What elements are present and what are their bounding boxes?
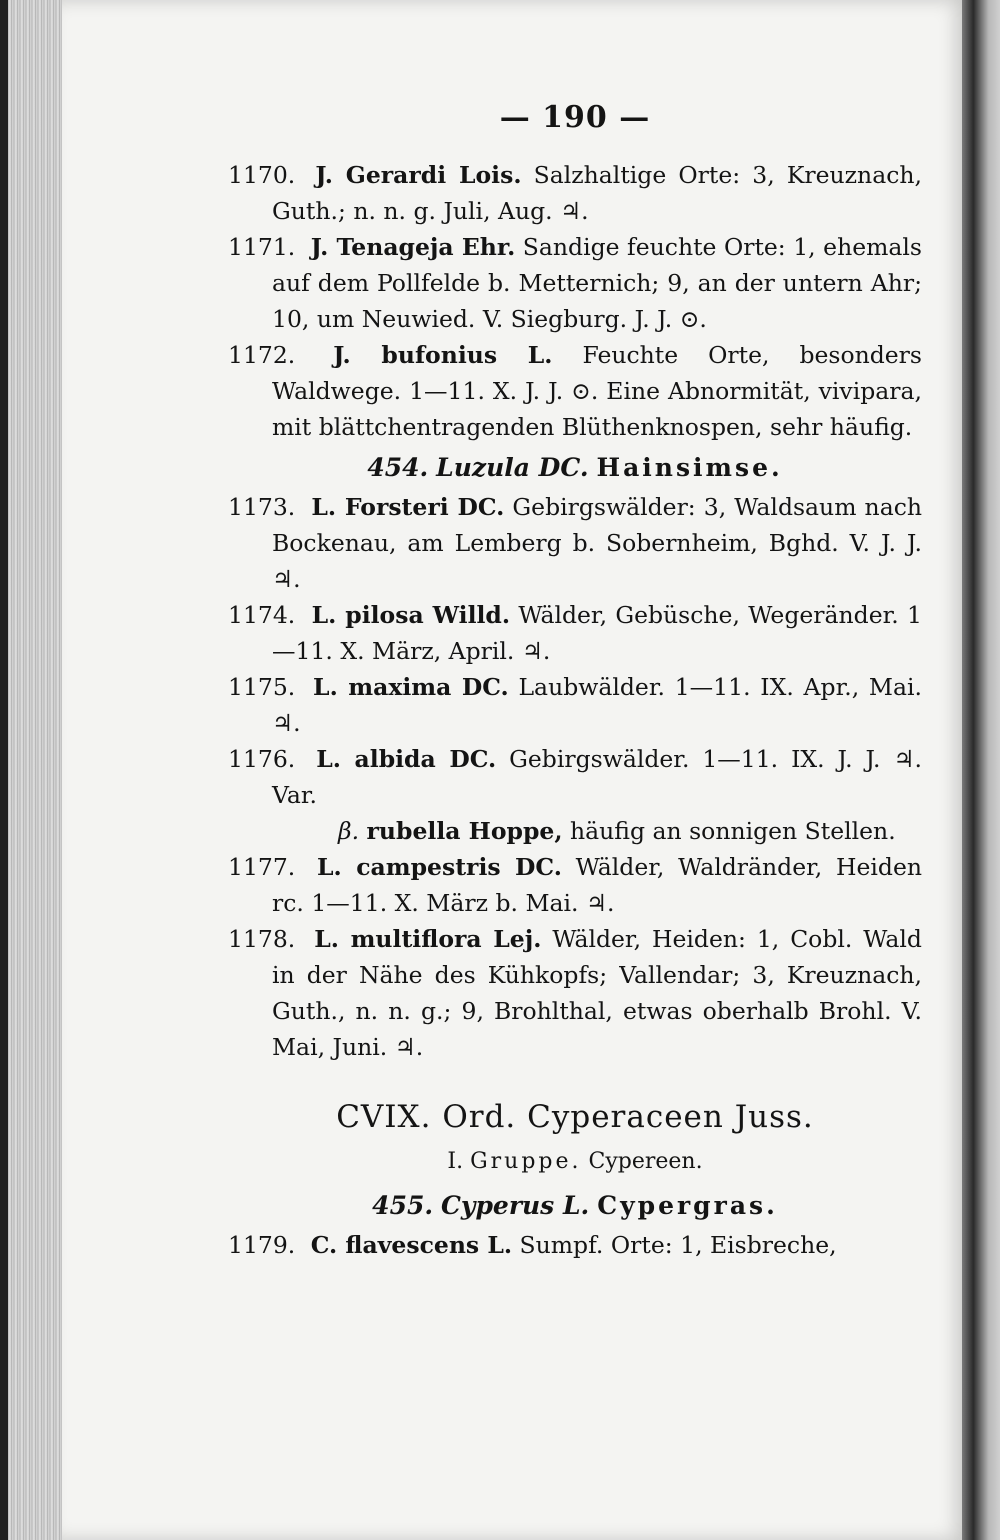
genus-latin: Cyperus L. (441, 1191, 590, 1220)
species-name: L. campestris DC. (317, 853, 562, 881)
genus-latin: Luzula DC. (436, 453, 589, 482)
entry-text: Wälder, Heiden: 1, Cobl. Wald in der Nähe des Kühkopfs; Vallendar; 3, Kreuznach, Guth., n. n. g.; 9, Brohlthal, etwas oberhalb Brohl. V. Mai, Juni. ♃. (272, 925, 922, 1061)
genus-common: Hainsimse. (596, 453, 783, 482)
entry-1177 (228, 849, 922, 921)
entry-number: 1175. (228, 673, 296, 701)
entry-text: Gebirgswälder: 3, Waldsaum nach Bockenau, am Lemberg b. Sobernheim, Bghd. V. J. J. ♃. (272, 493, 922, 593)
genus-common: Cypergras. (597, 1191, 778, 1220)
species-name: L. pilosa Willd. (311, 601, 511, 629)
species-name: C. flavescens L. (310, 1231, 513, 1259)
entry-1179 (228, 1227, 922, 1263)
species-name: L. maxima DC. (313, 673, 509, 701)
group-prefix: I. (447, 1149, 464, 1174)
entry-1173 (228, 489, 922, 597)
order-heading: CVIX. Ord. Cyperaceen Juss. (336, 1099, 814, 1135)
entry-number: 1171. (228, 233, 296, 261)
entry-text: Wälder, Waldränder, Heiden rc. 1—11. X. März b. Mai. ♃. (272, 853, 922, 917)
species-name: J. Tenageja Ehr. (310, 233, 516, 261)
entry-1175 (228, 669, 922, 741)
page-content (228, 100, 922, 1263)
genus-number: 454. (367, 453, 429, 482)
species-name: L. Forsteri DC. (311, 493, 505, 521)
group-name: Cypereen. (588, 1149, 703, 1174)
variety-name: rubella Hoppe, (366, 817, 563, 845)
group-heading (228, 1145, 922, 1179)
genus-heading-455 (228, 1187, 922, 1225)
variety-line (228, 813, 922, 849)
group-word: Gruppe. (470, 1149, 582, 1174)
species-name: J. Gerardi Lois. (315, 161, 522, 189)
page-number: — 190 — (499, 100, 651, 135)
entry-text: Sumpf. Orte: 1, Eisbreche, (519, 1231, 837, 1259)
entry-number: 1174. (228, 601, 296, 629)
species-name: L. multiflora Lej. (314, 925, 542, 953)
genus-heading-454 (228, 449, 922, 487)
genus-number: 455. (372, 1191, 434, 1220)
entry-number: 1178. (228, 925, 296, 953)
entry-number: 1177. (228, 853, 296, 881)
entry-number: 1172. (228, 341, 296, 369)
entry-number: 1176. (228, 745, 296, 773)
entry-text: Feuchte Orte, besonders Waldwege. 1—11. X. J. J. ⊙. Eine Abnormität, vivipara, mit blättchentragenden Blüthenknospen, sehr häufig. (272, 341, 922, 441)
entry-1176 (228, 741, 922, 813)
entry-number: 1173. (228, 493, 296, 521)
entry-number: 1170. (228, 161, 296, 189)
entry-text: Sandige feuchte Orte: 1, ehemals auf dem Pollfelde b. Metternich; 9, an der untern Ahr; 10, um Neuwied. V. Siegburg. J. J. ⊙. (272, 233, 922, 333)
variety-text: häufig an sonnigen Stellen. (570, 817, 896, 845)
variety-marker: β. (338, 817, 360, 845)
entry-1170 (228, 157, 922, 229)
entry-text: Laubwälder. 1—11. IX. Apr., Mai. ♃. (272, 673, 922, 737)
entry-text: Salzhaltige Orte: 3, Kreuznach, Guth.; n. n. g. Juli, Aug. ♃. (272, 161, 922, 225)
entry-text: Wälder, Gebüsche, Wegeränder. 1—11. X. März, April. ♃. (272, 601, 922, 665)
entry-1178 (228, 921, 922, 1065)
book-gutter (962, 0, 1000, 1540)
entry-text: Gebirgswälder. 1—11. IX. J. J. ♃. Var. (272, 745, 922, 809)
entry-1172 (228, 337, 922, 445)
species-name: L. albida DC. (316, 745, 497, 773)
entry-number: 1179. (228, 1231, 296, 1259)
entry-1174 (228, 597, 922, 669)
species-name: J. bufonius L. (333, 341, 553, 369)
book-page-edges (0, 0, 70, 1540)
entry-1171 (228, 229, 922, 337)
